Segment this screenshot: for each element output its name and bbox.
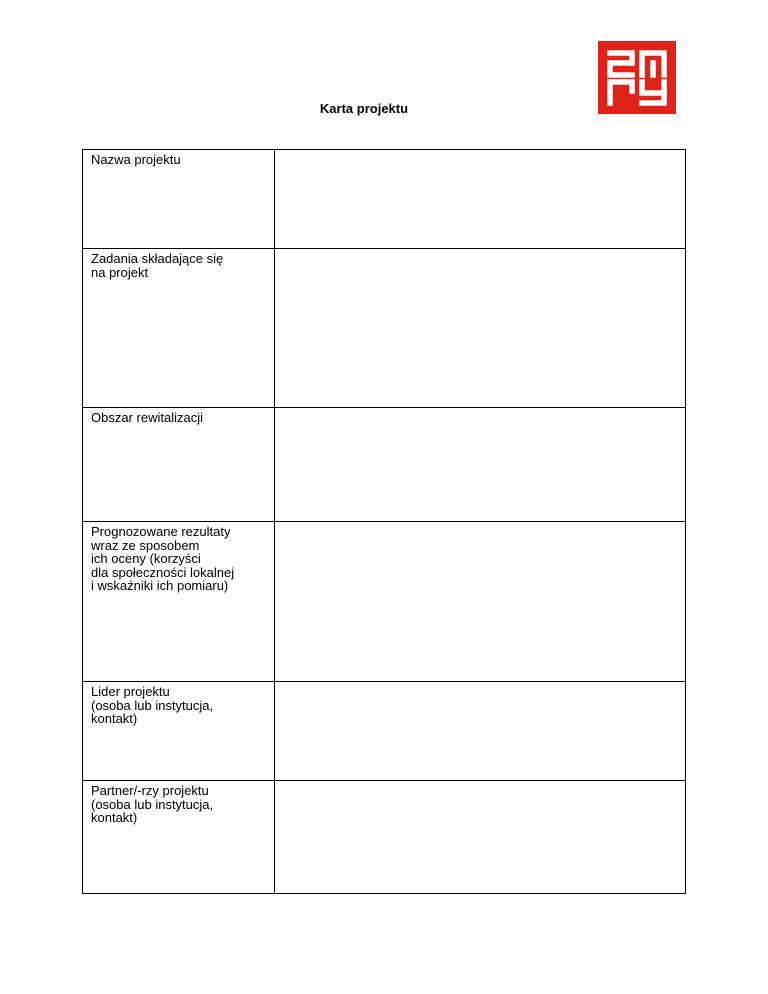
partnerzy-projektu-field[interactable] <box>275 781 686 894</box>
lider-projektu-field[interactable] <box>275 682 686 781</box>
field-label: Lider projektu (osoba lub instytucja, kontakt) <box>91 684 214 726</box>
field-label: Obszar rewitalizacji <box>91 410 203 425</box>
label-cell <box>83 249 275 408</box>
table-row-zadania <box>83 249 686 408</box>
nazwa-projektu-field[interactable] <box>275 150 686 249</box>
table-row-partnerzy-projektu <box>83 781 686 894</box>
obszar-rewitalizacji-field[interactable] <box>275 408 686 522</box>
field-label: Prognozowane rezultaty wraz ze sposobem ich oceny (korzyści dla społeczności lokalnej i wskaźniki ich pomiaru) <box>91 524 235 593</box>
table-row-lider-projektu <box>83 682 686 781</box>
label-cell <box>83 150 275 249</box>
table-row-nazwa-projektu <box>83 150 686 249</box>
field-label: Zadania składające się na projekt <box>91 251 224 280</box>
zadania-field[interactable] <box>275 249 686 408</box>
project-card-table <box>82 149 686 894</box>
table-row-obszar-rewitalizacji <box>83 408 686 522</box>
label-cell <box>83 408 275 522</box>
label-cell <box>83 522 275 682</box>
label-cell <box>83 682 275 781</box>
field-label: Partner/-rzy projektu (osoba lub instytucja, kontakt) <box>91 783 214 825</box>
table-row-prognozowane-rezultaty <box>83 522 686 682</box>
prognozowane-rezultaty-field[interactable] <box>275 522 686 682</box>
label-cell <box>83 781 275 894</box>
document-title: Karta projektu <box>319 101 409 116</box>
field-label: Nazwa projektu <box>91 152 181 167</box>
